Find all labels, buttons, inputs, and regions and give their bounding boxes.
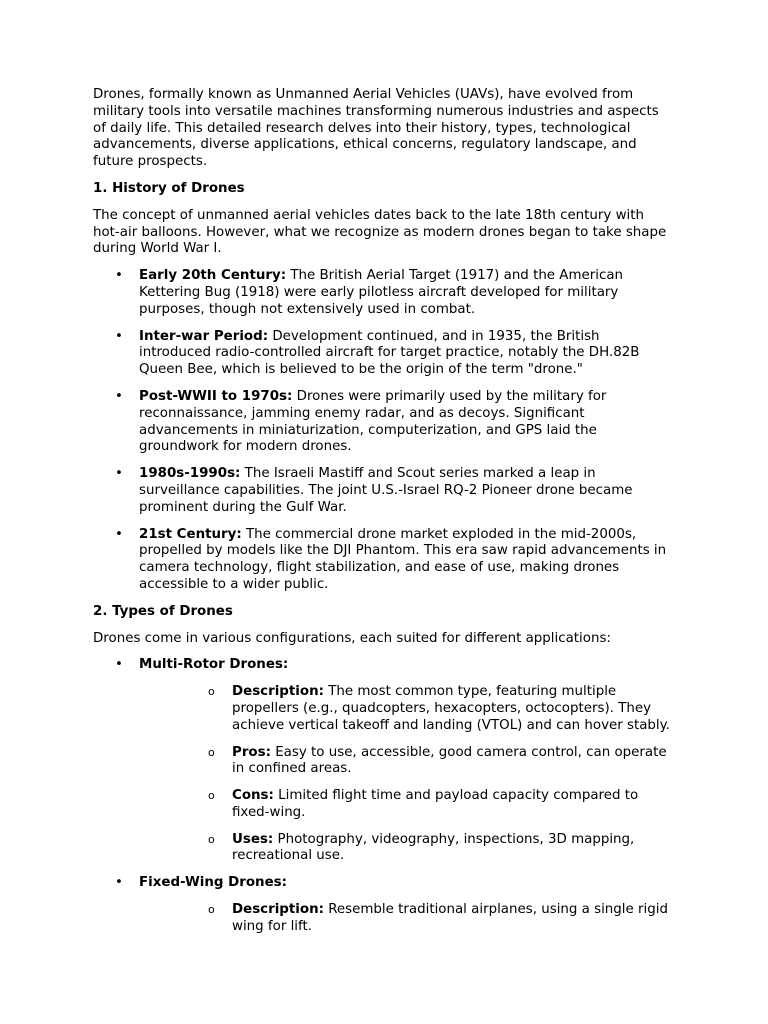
multirotor-sublist bbox=[139, 684, 675, 865]
item-text: Development continued, and in 1935, the British introduced radio-controlled aircraft for target practice, notably the DH.82B Queen Bee, which is believed to be the origin of the term "drone." bbox=[139, 328, 640, 378]
sub-list-item bbox=[139, 788, 675, 822]
fixedwing-sublist bbox=[139, 902, 675, 936]
bullet-icon: • bbox=[115, 388, 123, 404]
list-item bbox=[93, 389, 675, 456]
item-text: The British Aerial Target (1917) and the American Kettering Bug (1918) were early pilotless aircraft developed for military purposes, though not extensively used in combat. bbox=[139, 268, 624, 317]
bullet-icon: • bbox=[115, 466, 123, 482]
item-label: Post-WWII to 1970s: bbox=[139, 388, 293, 404]
sub-bullet-icon: o bbox=[208, 903, 215, 917]
sub-bullet-icon: o bbox=[208, 789, 215, 803]
item-label: 1980s-1990s: bbox=[139, 466, 241, 482]
bullet-icon: • bbox=[115, 526, 123, 542]
item-label: Multi-Rotor Drones: bbox=[139, 657, 289, 673]
sub-item-text: Photography, videography, inspections, 3D mapping, recreational use. bbox=[232, 831, 635, 864]
item-text: The Israeli Mastiff and Scout series marked a leap in surveillance capabilities. The joint U.S.-Israel RQ-2 Pioneer drone became prominent during the Gulf War. bbox=[139, 466, 633, 515]
document-page bbox=[93, 87, 675, 946]
sub-list-item bbox=[139, 832, 675, 866]
sub-item-label: Uses: bbox=[232, 831, 274, 847]
sub-item-text: Resemble traditional airplanes, using a single rigid wing for lift. bbox=[232, 902, 668, 934]
sub-item-label: Description: bbox=[232, 902, 324, 918]
bullet-icon: • bbox=[115, 657, 123, 673]
list-item bbox=[93, 466, 675, 516]
history-paragraph: The concept of unmanned aerial vehicles dates back to the late 18th century with hot-air balloons. However, what we recognize as modern drones began to take shape during World War I. bbox=[93, 207, 667, 257]
item-text: Drones were primarily used by the military for reconnaissance, jamming enemy radar, and as decoys. Significant advancements in miniaturization, computerization, and GPS laid the groundwork for modern drones. bbox=[139, 388, 607, 455]
item-label: Fixed-Wing Drones: bbox=[139, 875, 287, 891]
sub-item-label: Description: bbox=[232, 684, 324, 700]
item-text: The commercial drone market exploded in the mid-2000s, propelled by models like the DJI Phantom. This era saw rapid advancements in camera technology, flight stabilization, and ease of use, making drones accessible to a wider public. bbox=[139, 526, 667, 592]
sub-list-item bbox=[139, 684, 675, 734]
bullet-icon: • bbox=[115, 875, 123, 891]
sub-bullet-icon: o bbox=[208, 832, 215, 846]
bullet-icon: • bbox=[115, 328, 123, 344]
list-item bbox=[93, 329, 675, 379]
list-item-multirotor bbox=[93, 657, 675, 865]
sub-item-label: Cons: bbox=[232, 788, 274, 804]
intro-paragraph: Drones, formally known as Unmanned Aerial Vehicles (UAVs), have evolved from military tools into versatile machines transforming numerous industries and aspects of daily life. This detailed research delves into their history, types, technological advancements, diverse applications, ethical concerns, regulatory landscape, and future prospects. bbox=[93, 87, 659, 170]
sub-item-label: Pros: bbox=[232, 744, 271, 760]
sub-bullet-icon: o bbox=[208, 685, 215, 699]
item-label: Early 20th Century: bbox=[139, 268, 287, 284]
item-label: 21st Century: bbox=[139, 526, 242, 542]
list-item bbox=[93, 268, 675, 318]
list-item bbox=[93, 527, 675, 594]
sub-item-text: Easy to use, accessible, good camera control, can operate in confined areas. bbox=[232, 744, 667, 777]
sub-bullet-icon: o bbox=[208, 745, 215, 759]
sub-list-item bbox=[139, 902, 675, 936]
section-heading-types: 2. Types of Drones bbox=[93, 603, 233, 619]
sub-item-text: Limited flight time and payload capacity compared to fixed-wing. bbox=[232, 788, 639, 820]
section-heading-history: 1. History of Drones bbox=[93, 180, 245, 196]
list-item-fixedwing bbox=[93, 875, 675, 935]
types-paragraph: Drones come in various configurations, each suited for different applications: bbox=[93, 630, 611, 646]
history-list bbox=[93, 268, 675, 594]
sub-list-item bbox=[139, 745, 675, 779]
sub-item-text: The most common type, featuring multiple propellers (e.g., quadcopters, hexacopters, octocopters). They achieve vertical takeoff and landing (VTOL) and can hover stably. bbox=[232, 684, 670, 733]
bullet-icon: • bbox=[115, 268, 123, 284]
item-label: Inter-war Period: bbox=[139, 328, 269, 344]
types-list bbox=[93, 657, 675, 935]
